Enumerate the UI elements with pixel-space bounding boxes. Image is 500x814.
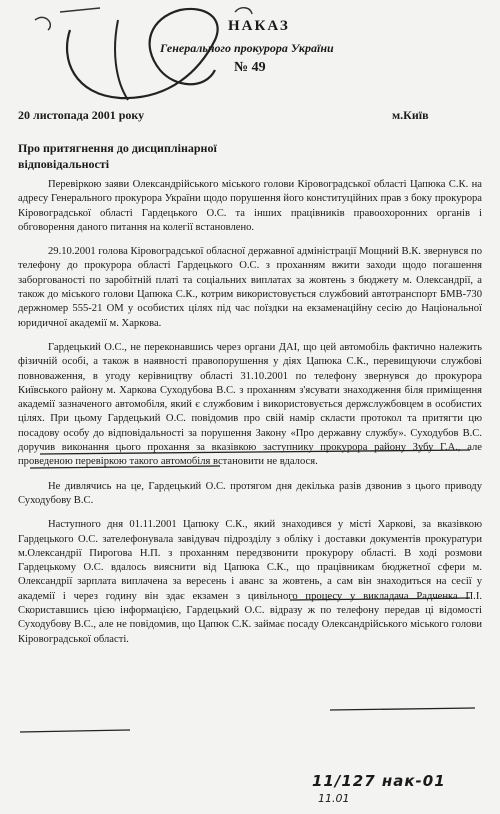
- document-number: № 49: [234, 60, 266, 75]
- document-issuer: Генерального прокурора України: [160, 41, 334, 55]
- registration-date: 11.01: [318, 792, 350, 805]
- hand-underlines: [0, 440, 500, 760]
- subject-text: Про притягнення до дисциплінарної відповідальності: [18, 141, 217, 171]
- document-date: 20 листопада 2001 року: [18, 108, 145, 122]
- document-city: м.Київ: [392, 108, 429, 122]
- document-subject: [18, 140, 278, 172]
- registration-mark: 11/127 нак-01: [312, 772, 446, 790]
- paragraph: Не дивлячись на це, Гардецький О.С. протягом дня декілька разів дзвонив з цього приводу Суходубову В.С.: [18, 480, 482, 506]
- paragraph: Наступного дня 01.11.2001 Цапюку С.К., який знаходився у місті Харкові, за вказівкою Гардецького О.С. зателефонувала завідувач підрозділу з обліку і доставки документів прокуратури м.Олександрії Пирогова Н.П. з проханням передзвонити прокурору області. В ході розмови Гардецькому О.С. вдалось вияснити від Цапюка С.К., що працівникам бюджетної сфери м. Олександрії зарплата виплачена за вересень і аванс за жовтень, а сам він знаходиться на сесії у академії і через годину він здає екзамен з цивільного процесу у викладача Радченка П.І. Скориставшись цією інформацією, Гардецький О.С. відразу ж по телефону передав ці відомості Суходубову В.С., але не повідомив, що Цапюк С.К. займає посаду Олександрійського міського голови Кіровоградської області.: [18, 519, 482, 645]
- paragraph: Перевіркою заяви Олександрійського міського голови Кіровоградської області Цапюка С.К. на адресу Генерального прокурора України щодо порушення його конституційних прав з боку прокурора Кіровоградської області Гардецького О.С. та інших працівників правоохоронних органів і обговорення даного питання на колегії встановлено.: [18, 179, 482, 233]
- paragraph: Гардецький О.С., не переконавшись через органи ДАІ, що цей автомобіль фактично належить фізичній особі, а також в наявності правопорушення у діях Цапюка С.К., перевищуючи службові повноваження, в угоду керівництву області 31.10.2001 по телефону звернувся до прокурора Київського району м. Харкова Суходубова В.С. з проханням з'ясувати знаходження біля приміщення академії зазначеного автомобіля, який є службовим і використовується держслужбовцем в особистих цілях. При цьому Гардецький О.С. повідомив про свій намір скласти протокол та притягти цю посадову особу до відповідальності за порушення Закону «Про державну службу». Суходубов В.С. доручив виконання цього прохання за вказівкою заступнику прокурора району Зубу Г.А., але проведеною перевіркою такого автомобіля встановити не вдалося.: [18, 341, 482, 468]
- document-title: НАКАЗ: [228, 18, 290, 34]
- paragraph: 29.10.2001 голова Кіровоградської обласної державної адміністрації Мощний В.К. звернувся по телефону до прокурора області Гардецького О.С. з проханням вжити заходи щодо погашення заборгованості по заробітній платі та соціальних виплатах за жовтень з бюджету м. Олександрії, а також до міського голови Цапюка С.К., котрим використовується службовий автотранспорт БМВ-730 держномер 555-21 ОМ у особистих цілях під час поїздки на екзаменаційну сесію до Національної юридичної академії м. Харкова.: [18, 246, 482, 329]
